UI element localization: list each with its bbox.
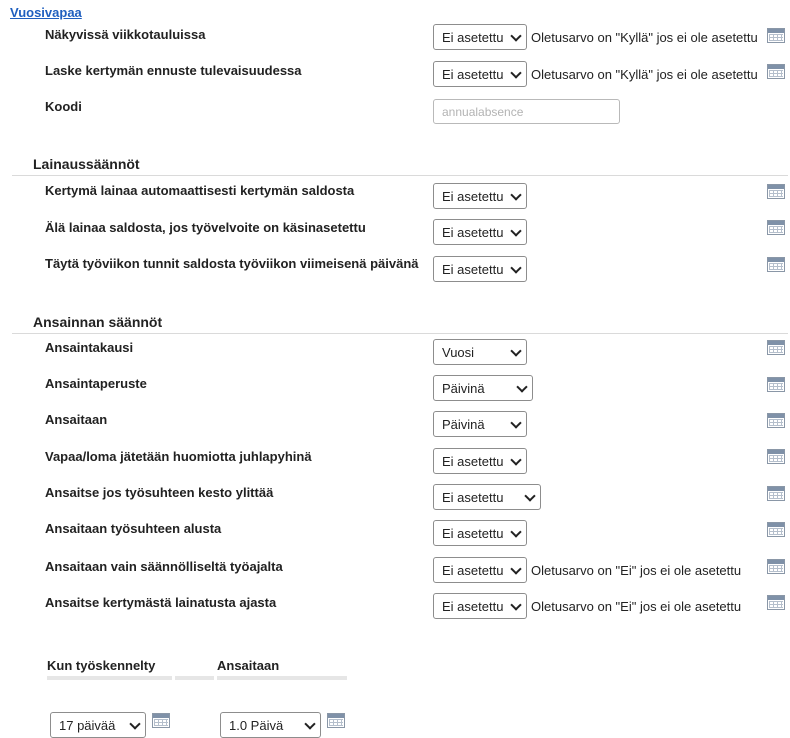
no-borrow-manual-select[interactable] (433, 219, 527, 245)
default-note: Oletusarvo on "Kyllä" jos ei ole asetettu (531, 67, 758, 82)
select-value: 17 päivää (59, 717, 116, 733)
table-header-worked: Kun työskennelty (47, 658, 156, 673)
select-value: Ei asetettu (442, 29, 504, 45)
vuosivapaa-link[interactable]: Vuosivapaa (10, 5, 82, 20)
chevron-down-icon (510, 563, 521, 574)
chevron-down-icon (510, 225, 521, 236)
select-value: Päivinä (442, 416, 485, 432)
auto-borrow-label: Kertymä lainaa automaattisesti kertymän saldosta (45, 183, 355, 198)
earning-basis-label: Ansaintaperuste (45, 376, 147, 391)
chevron-down-icon (516, 381, 527, 392)
from-employment-start-select[interactable] (433, 520, 527, 546)
select-value: Päivinä (442, 380, 485, 396)
regular-hours-only-label: Ansaitaan vain säännölliseltä työajalta (45, 559, 283, 574)
chevron-down-icon (510, 599, 521, 610)
chevron-down-icon (510, 417, 521, 428)
calendar-icon[interactable] (327, 713, 345, 728)
chevron-down-icon (510, 454, 521, 465)
select-value: 1.0 Päivä (229, 717, 284, 733)
auto-borrow-select[interactable] (433, 183, 527, 209)
calendar-icon[interactable] (767, 559, 785, 574)
select-value: Ei asetettu (442, 525, 504, 541)
ignore-holidays-label: Vapaa/loma jätetään huomiotta juhlapyhinä (45, 449, 312, 464)
employment-duration-label: Ansaitse jos työsuhteen kesto ylittää (45, 485, 274, 500)
select-value: Ei asetettu (442, 66, 504, 82)
worked-duration-select[interactable] (50, 712, 146, 738)
chevron-down-icon (510, 526, 521, 537)
calendar-icon[interactable] (767, 184, 785, 199)
chevron-down-icon (304, 718, 315, 729)
chevron-down-icon (510, 189, 521, 200)
select-value: Ei asetettu (442, 562, 504, 578)
default-note: Oletusarvo on "Kyllä" jos ei ole asetettu (531, 30, 758, 45)
fill-week-hours-select[interactable] (433, 256, 527, 282)
table-header-underline (47, 676, 172, 680)
earned-amount-select[interactable] (220, 712, 321, 738)
chevron-down-icon (524, 490, 535, 501)
earning-period-label: Ansaintakausi (45, 340, 134, 355)
earning-period-select[interactable] (433, 339, 527, 365)
select-value: Ei asetettu (442, 598, 504, 614)
visible-in-week-tables-select[interactable] (433, 24, 527, 50)
section-divider (12, 333, 788, 334)
select-value: Vuosi (442, 344, 475, 360)
table-header-underline (217, 676, 347, 680)
no-borrow-manual-label: Älä lainaa saldosta, jos työvelvoite on käsinasetettu (45, 220, 366, 235)
chevron-down-icon (510, 67, 521, 78)
code-input[interactable] (433, 99, 620, 124)
calendar-icon[interactable] (767, 595, 785, 610)
earning-basis-select[interactable] (433, 375, 533, 401)
calendar-icon[interactable] (767, 449, 785, 464)
calendar-icon[interactable] (152, 713, 170, 728)
table-header-earned: Ansaitaan (217, 658, 280, 673)
default-note: Oletusarvo on "Ei" jos ei ole asetettu (531, 599, 742, 614)
calendar-icon[interactable] (767, 340, 785, 355)
regular-hours-only-select[interactable] (433, 557, 527, 583)
calendar-icon[interactable] (767, 377, 785, 392)
calendar-icon[interactable] (767, 522, 785, 537)
fill-week-hours-label: Täytä työviikon tunnit saldosta työviikon viimeisenä päivänä (45, 256, 419, 271)
loan-rules-heading: Lainaussäännöt (33, 156, 140, 172)
earned-as-select[interactable] (433, 411, 527, 437)
calendar-icon[interactable] (767, 64, 785, 79)
table-header-underline (175, 676, 214, 680)
select-value: Ei asetettu (442, 261, 504, 277)
chevron-down-icon (510, 345, 521, 356)
calendar-icon[interactable] (767, 28, 785, 43)
calendar-icon[interactable] (767, 486, 785, 501)
chevron-down-icon (510, 30, 521, 41)
chevron-down-icon (510, 262, 521, 273)
calendar-icon[interactable] (767, 413, 785, 428)
earned-as-label: Ansaitaan (45, 412, 108, 427)
default-note: Oletusarvo on "Ei" jos ei ole asetettu (531, 563, 742, 578)
forecast-accrual-label: Laske kertymän ennuste tulevaisuudessa (45, 63, 302, 78)
select-value: Ei asetettu (442, 188, 504, 204)
section-divider (12, 175, 788, 176)
calendar-icon[interactable] (767, 220, 785, 235)
visible-in-week-tables-label: Näkyvissä viikkotauluissa (45, 27, 206, 42)
employment-duration-select[interactable] (433, 484, 541, 510)
borrowed-time-select[interactable] (433, 593, 527, 619)
code-label: Koodi (45, 99, 82, 114)
ignore-holidays-select[interactable] (433, 448, 527, 474)
earning-rules-heading: Ansainnan säännöt (33, 314, 163, 330)
select-value: Ei asetettu (442, 453, 504, 469)
chevron-down-icon (129, 718, 140, 729)
calendar-icon[interactable] (767, 257, 785, 272)
select-value: Ei asetettu (442, 489, 504, 505)
select-value: Ei asetettu (442, 224, 504, 240)
from-employment-start-label: Ansaitaan työsuhteen alusta (45, 521, 222, 536)
forecast-accrual-select[interactable] (433, 61, 527, 87)
borrowed-time-label: Ansaitse kertymästä lainatusta ajasta (45, 595, 277, 610)
